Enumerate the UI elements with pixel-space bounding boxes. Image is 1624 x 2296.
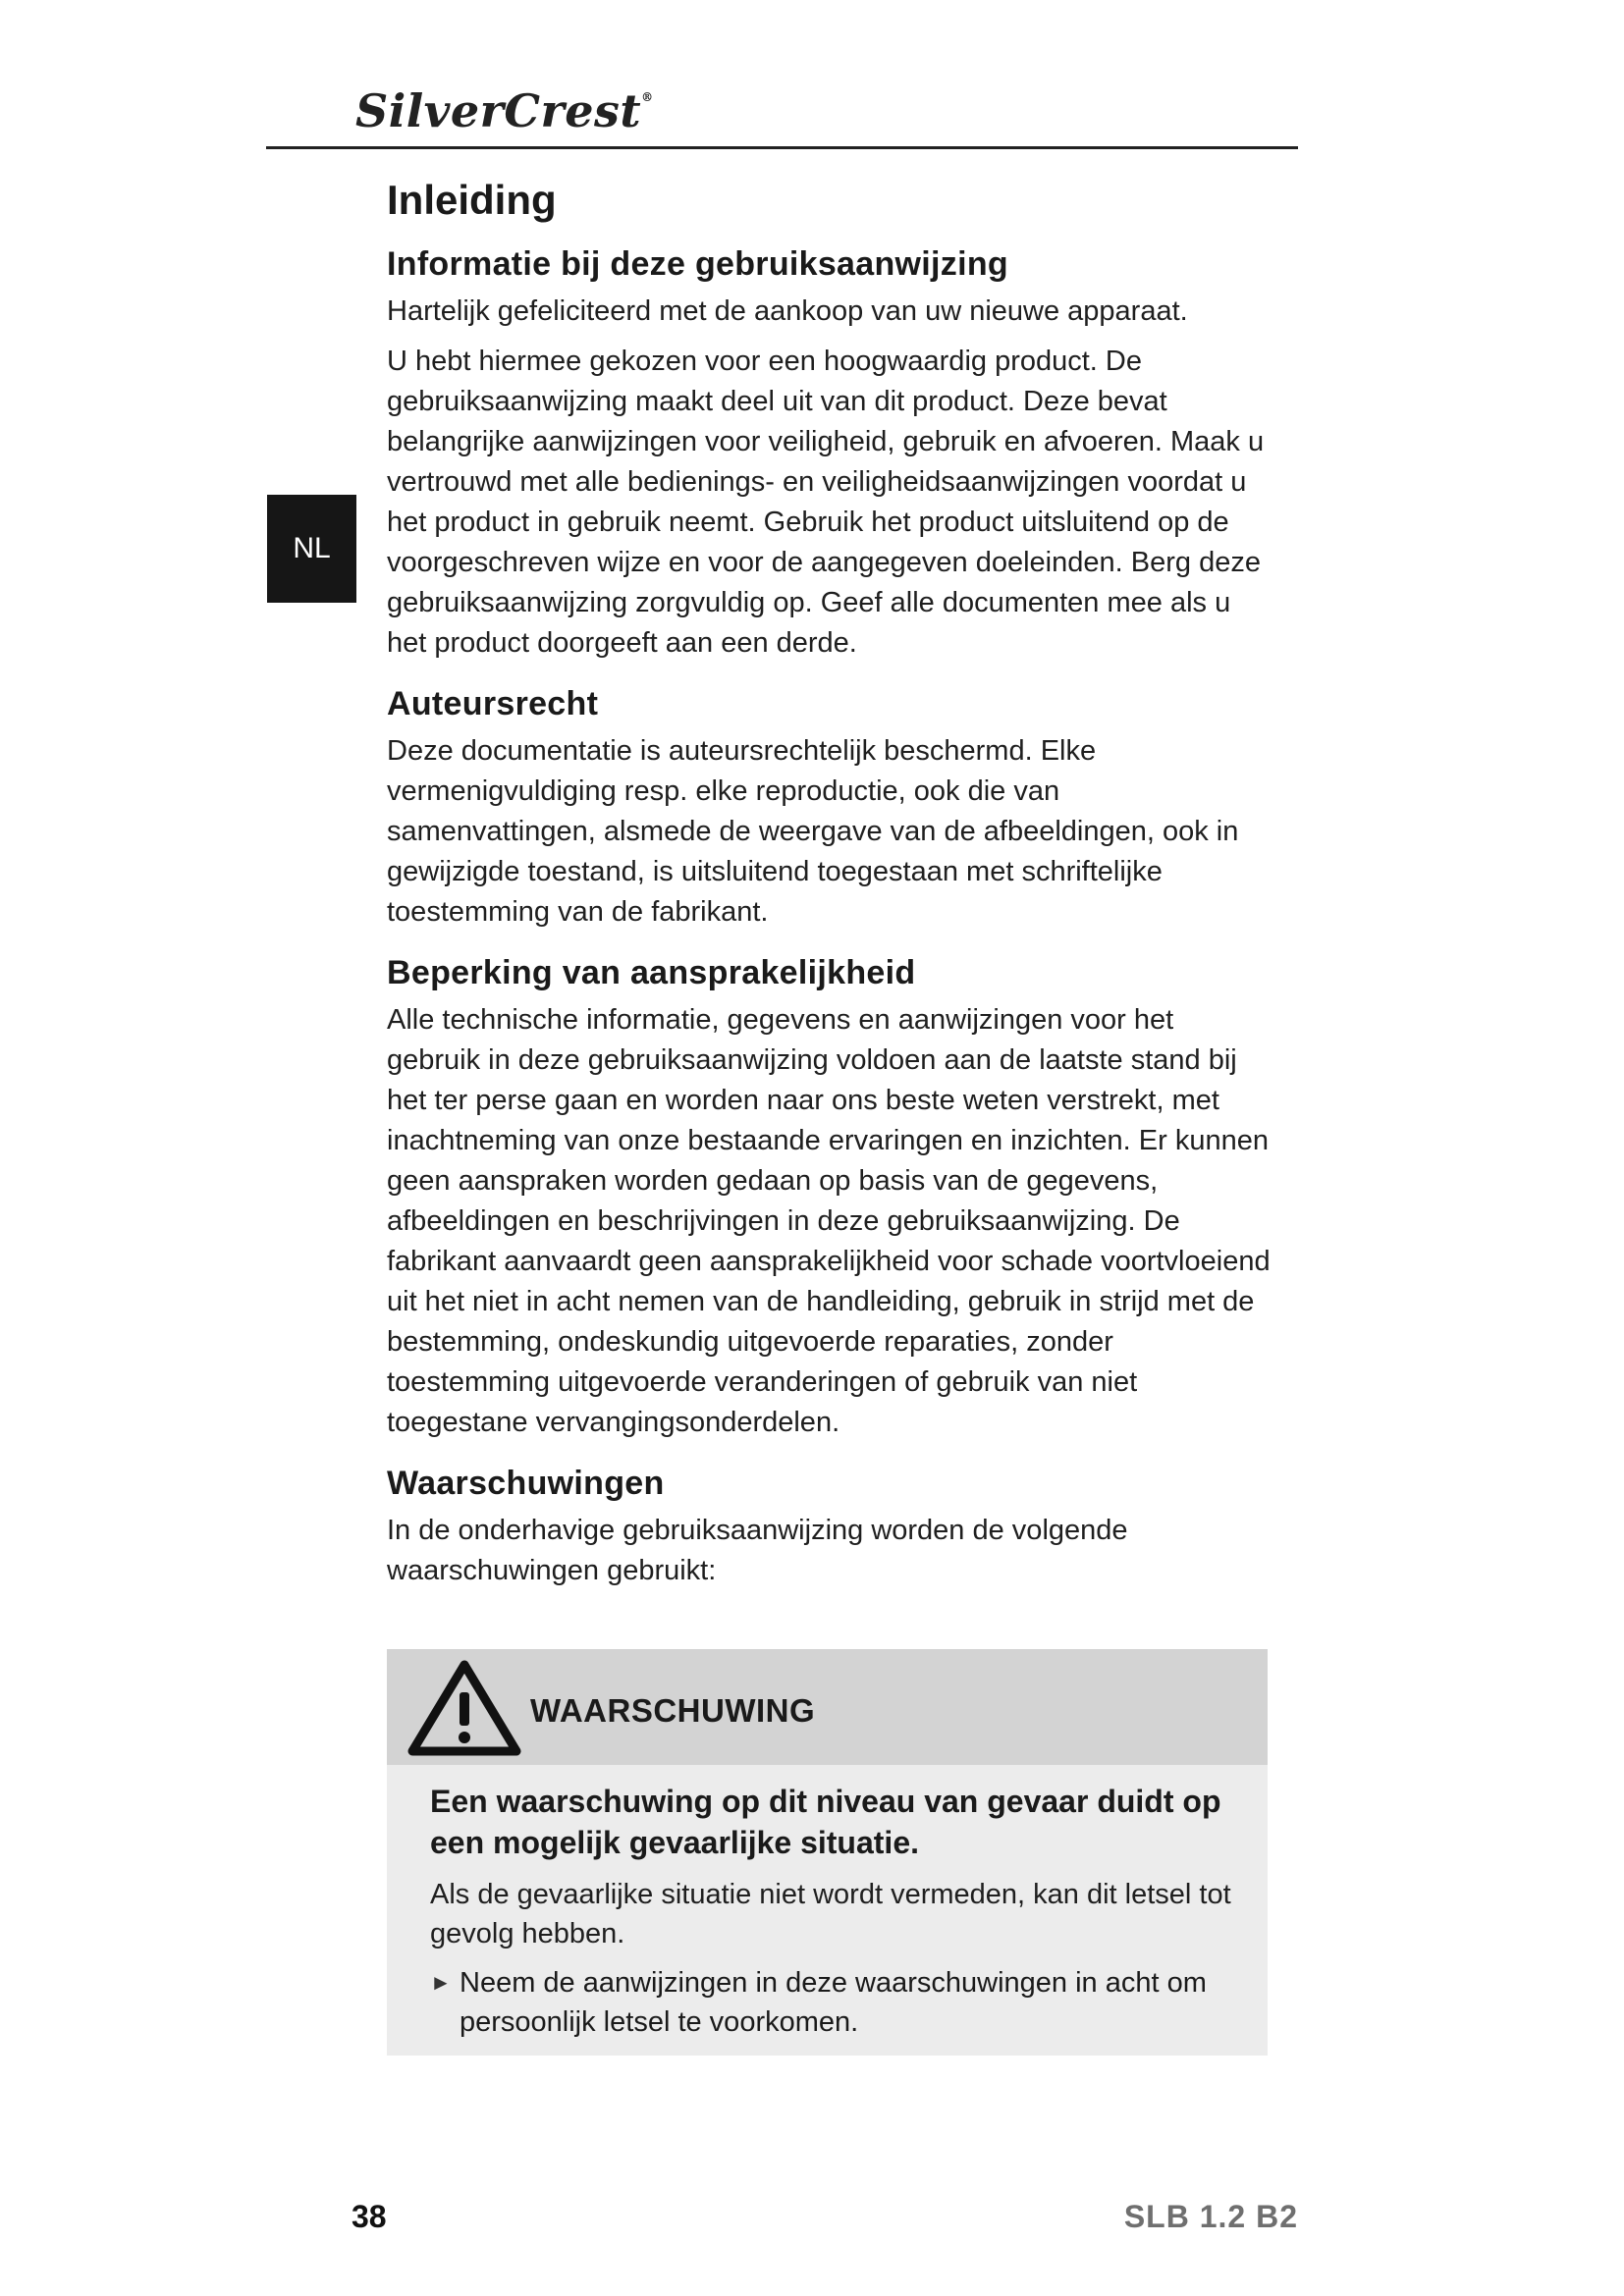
- section-heading: Informatie bij deze gebruiksaanwijzing: [387, 245, 1008, 283]
- main-content: [387, 169, 1271, 1613]
- header-divider: [266, 146, 1298, 149]
- section-auteursrecht: [387, 685, 1271, 933]
- section-heading: Beperking van aansprakelijkheid: [387, 954, 916, 991]
- section-heading: Waarschuwingen: [387, 1465, 665, 1502]
- warning-body: [387, 1765, 1268, 2056]
- page-title: Inleiding: [387, 177, 557, 223]
- section-heading: Auteursrecht: [387, 685, 599, 722]
- model-number: SLB 1.2 B2: [1123, 2199, 1298, 2234]
- warning-bullet: [430, 1963, 1242, 2042]
- section-paragraph: Alle technische informatie, gegevens en aanwijzingen voor het gebruik in deze gebruiksaanwijzing voldoen aan de laatste stand bij het ter perse gaan en worden naar ons beste weten verstrekt, met inachtneming van onze bestaande ervaringen en inzichten. Er kunnen geen aanspraken worden gedaan op basis van de gegevens, afbeeldingen en beschrijvingen in deze gebruiksaanwijzing. De fabrikant aanvaardt geen aansprakelijkheid voor schade voortvloeiend uit het niet in acht nemen van de handleiding, gebruik in strijd met de bestemming, ondeskundig uitgevoerde reparaties, zonder toestemming uitgevoerde veranderingen of gebruik van niet toegestane vervangingsonderdelen.: [387, 1004, 1271, 1438]
- language-tab: [267, 495, 356, 603]
- section-paragraph: Hartelijk gefeliciteerd met de aankoop van uw nieuwe apparaat.: [387, 295, 1188, 327]
- warning-box: [387, 1649, 1268, 2056]
- arrow-right-icon: ►: [430, 1970, 452, 1995]
- section-aansprakelijkheid: [387, 954, 1271, 1443]
- warning-title: WAARSCHUWING: [530, 1692, 816, 1729]
- warning-lead: Een waarschuwing op dit niveau van gevaar duidt op een mogelijk gevaarlijke situatie.: [430, 1784, 1221, 1860]
- warning-header: [387, 1649, 1268, 1765]
- language-tab-label: NL: [293, 532, 331, 564]
- registered-mark: ®: [641, 90, 654, 104]
- warning-bullet-text: Neem de aanwijzingen in deze waarschuwingen in acht om persoonlijk letsel te voorkomen.: [460, 1967, 1207, 2038]
- section-paragraph: Deze documentatie is auteursrechtelijk beschermd. Elke vermenigvuldiging resp. elke reproductie, ook die van samenvattingen, alsmede de weergave van de afbeeldingen, ook in gewijzigde toestand, is uitsluitend toegestaan met schriftelijke toestemming van de fabrikant.: [387, 735, 1239, 928]
- warning-triangle-icon: [406, 1659, 522, 1757]
- section-waarschuwingen: [387, 1465, 1271, 1591]
- section-paragraph: U hebt hiermee gekozen voor een hoogwaardig product. De gebruiksaanwijzing maakt deel uit van dit product. Deze bevat belangrijke aanwijzingen voor veiligheid, gebruik en afvoeren. Maak u vertrouwd met alle bedienings- en veiligheidsaanwijzingen voordat u het product in gebruik neemt. Gebruik het product uitsluitend op de voorgeschreven wijze en voor de aangegeven doeleinden. Berg deze gebruiksaanwijzing zorgvuldig op. Geef alle documenten mee als u het product doorgeeft aan een derde.: [387, 346, 1265, 659]
- brand-logo: [355, 84, 654, 137]
- page-number: 38: [352, 2199, 387, 2234]
- brand-logo-text: SilverCrest: [355, 84, 642, 137]
- section-paragraph: In de onderhavige gebruiksaanwijzing worden de volgende waarschuwingen gebruikt:: [387, 1515, 1128, 1586]
- section-informatie: [387, 245, 1271, 664]
- warning-text: Als de gevaarlijke situatie niet wordt vermeden, kan dit letsel tot gevolg hebben.: [430, 1879, 1231, 1949]
